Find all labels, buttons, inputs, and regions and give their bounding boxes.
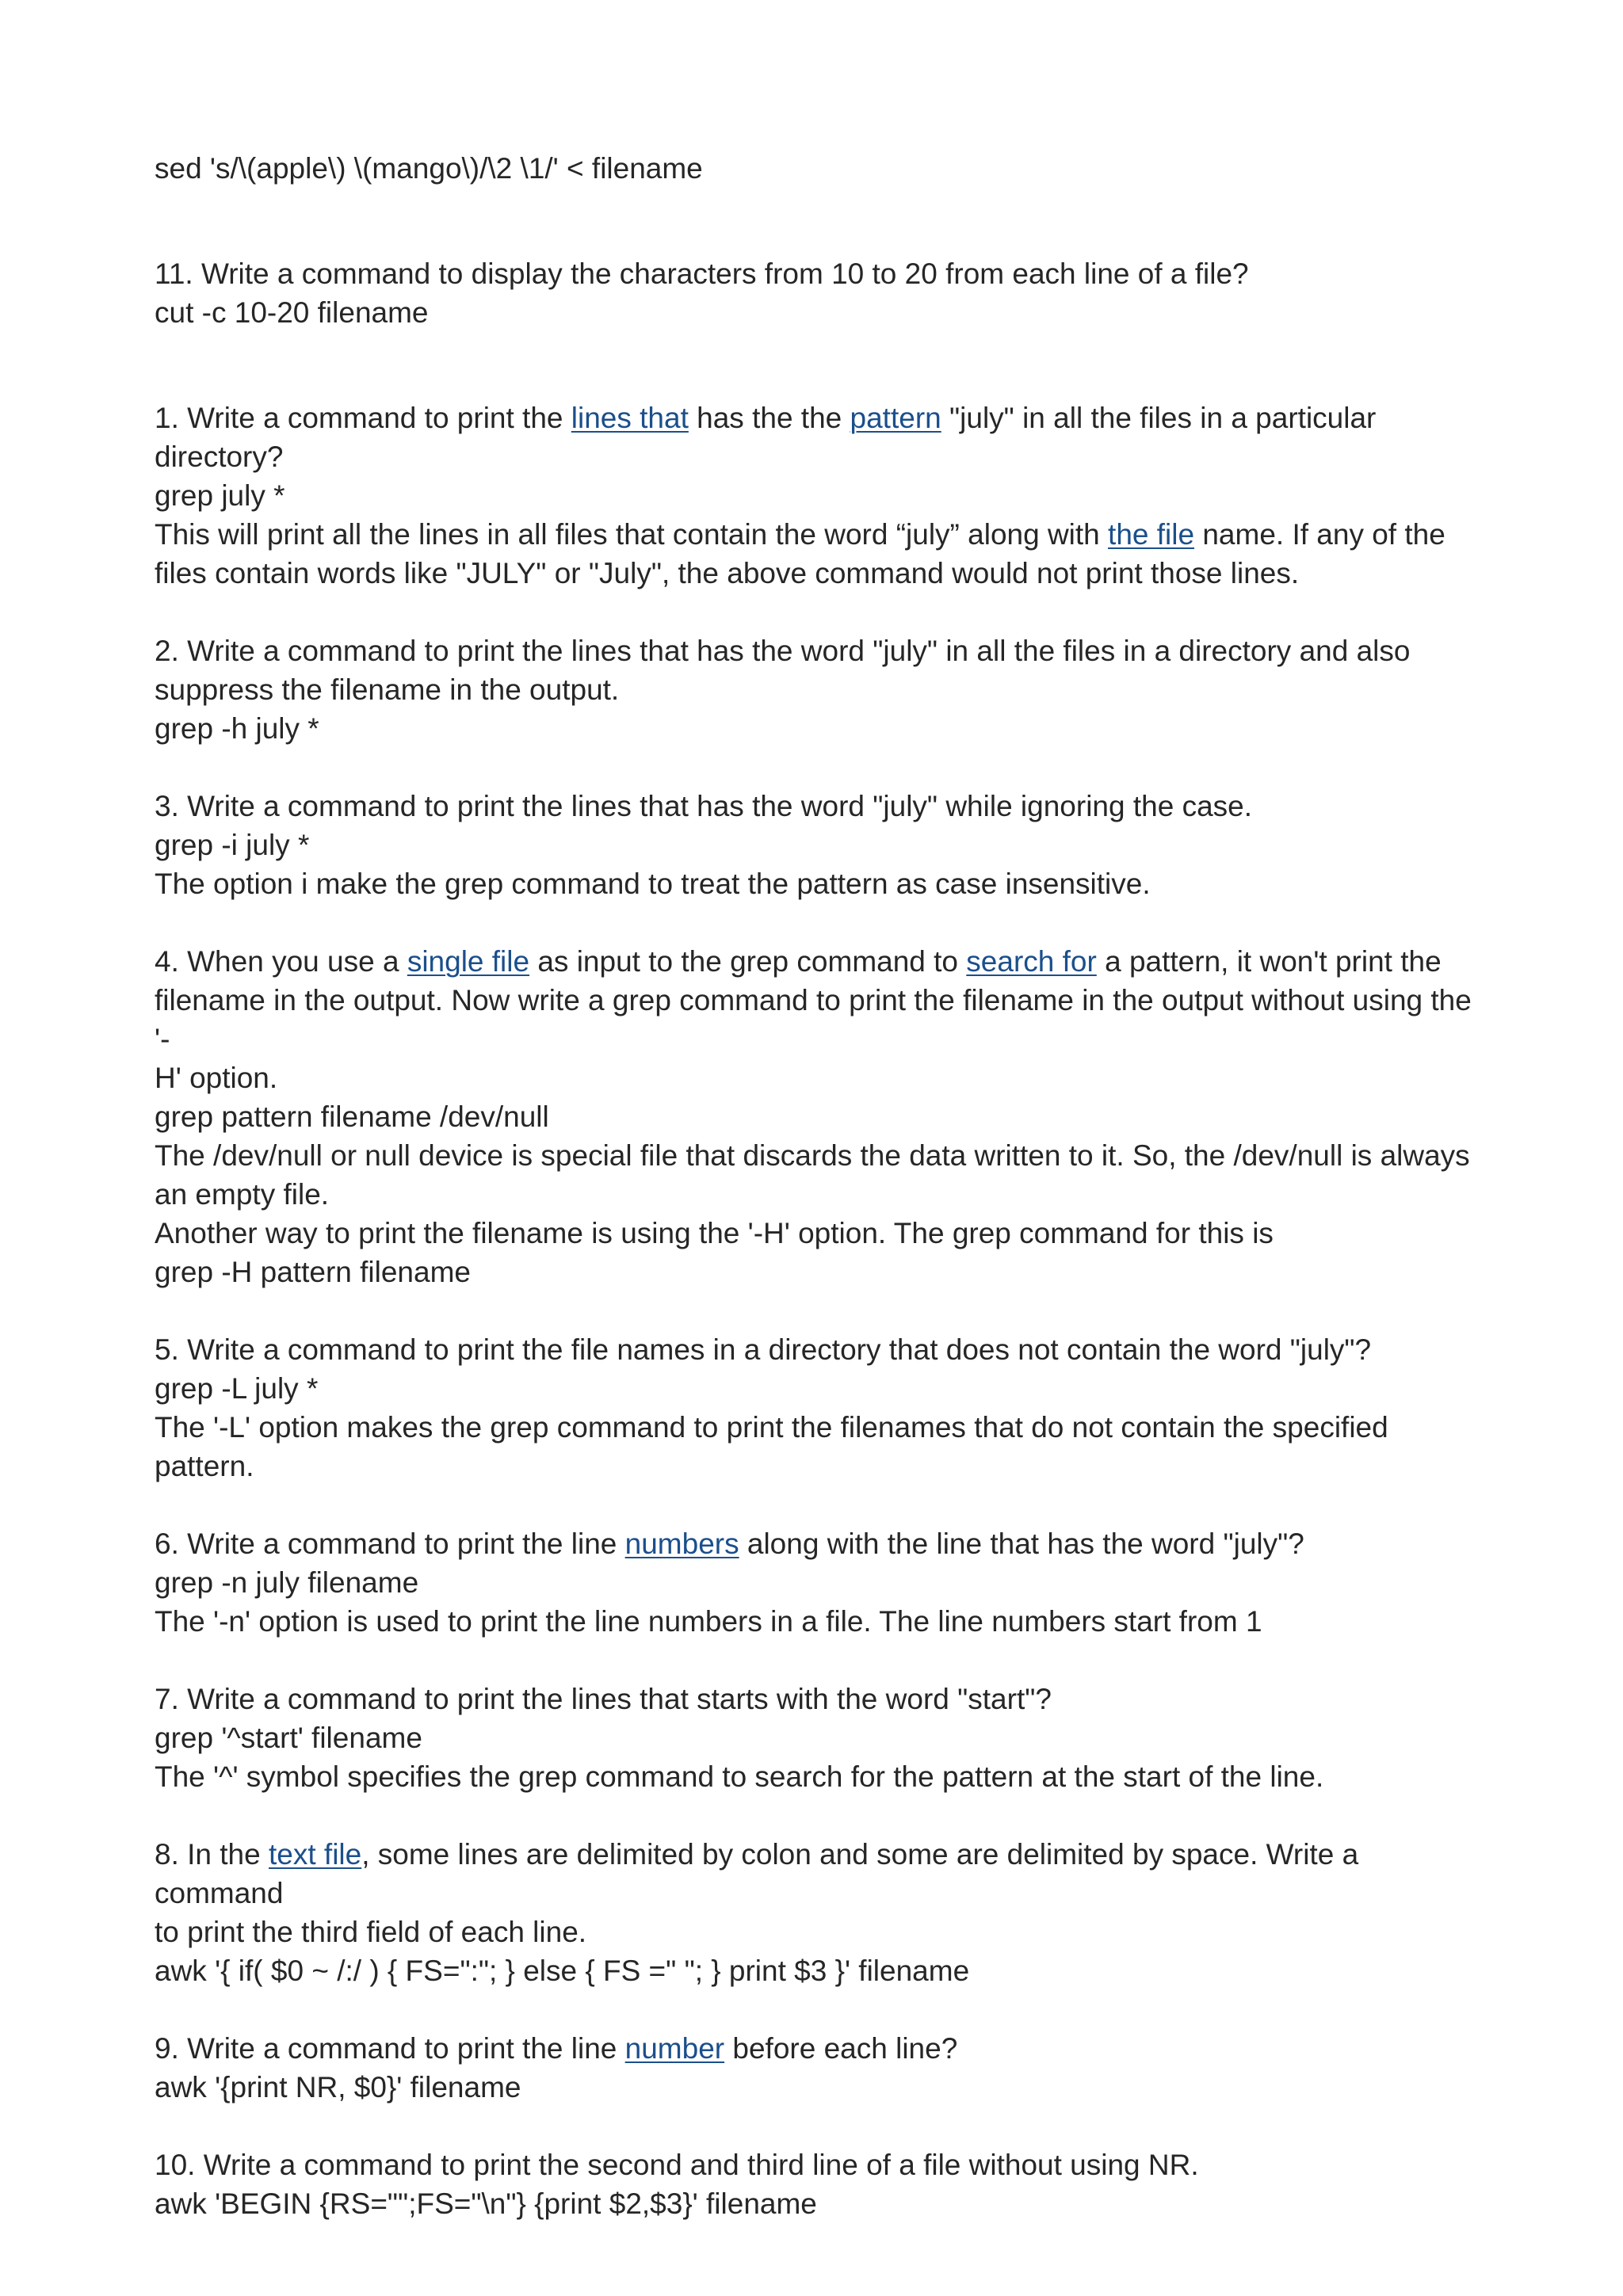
question-6-command: grep -n july filename (155, 1566, 419, 1599)
question-4-cont: filename in the output. Now write a grep command to print the filename in the output without using the '- (155, 984, 1480, 1055)
link-the-file[interactable]: the file (1108, 518, 1195, 551)
question-4-cont-2: H' option. (155, 1062, 278, 1094)
question-2-command: grep -h july * (155, 712, 319, 745)
question-9-command: awk '{print NR, $0}' filename (155, 2071, 521, 2103)
link-pattern[interactable]: pattern (850, 402, 941, 434)
question-6: 6. Write a command to print the line numbers along with the line that has the word "july"? (155, 1527, 1304, 1560)
question-8: 8. In the text file, some lines are delimited by colon and some are delimited by space. Write a command (155, 1838, 1367, 1909)
question-7-command: grep '^start' filename (155, 1722, 422, 1754)
question-3-explanation: The option i make the grep command to treat the pattern as case insensitive. (155, 868, 1151, 900)
question-3-command: grep -i july * (155, 829, 310, 861)
question-1: 1. Write a command to print the lines that has the the pattern "july" in all the files in a particular (155, 402, 1377, 434)
link-single-file[interactable]: single file (407, 945, 530, 978)
question-1-cont: directory? (155, 441, 284, 473)
question-4-command: grep pattern filename /dev/null (155, 1100, 549, 1133)
question-8-cont: to print the third field of each line. (155, 1916, 587, 1948)
question-4-explanation: The /dev/null or null device is special file that discards the data written to it. So, the /dev/null is always (155, 1139, 1470, 1172)
question-1-explanation: This will print all the lines in all files that contain the word “july” along with the file name. If any of the (155, 518, 1445, 551)
question-4-command-2: grep -H pattern filename (155, 1256, 471, 1288)
question-11-command: cut -c 10-20 filename (155, 296, 429, 329)
sed-command: sed 's/\(apple\) \(mango\)/\2 \1/' < filename (155, 152, 703, 185)
question-2-cont: suppress the filename in the output. (155, 673, 620, 706)
question-10-command: awk 'BEGIN {RS="";FS="\n"} {print $2,$3}' filename (155, 2187, 817, 2220)
question-4-explanation-cont: an empty file. (155, 1178, 330, 1211)
link-numbers[interactable]: numbers (624, 1527, 739, 1560)
question-9: 9. Write a command to print the line number before each line? (155, 2032, 958, 2065)
question-10: 10. Write a command to print the second and third line of a file without using NR. (155, 2149, 1199, 2181)
question-5: 5. Write a command to print the file names in a directory that does not contain the word "july"? (155, 1333, 1372, 1366)
question-6-explanation: The '-n' option is used to print the line numbers in a file. The line numbers start from 1 (155, 1605, 1262, 1638)
question-4: 4. When you use a single file as input to the grep command to search for a pattern, it won't print the (155, 945, 1442, 978)
link-number[interactable]: number (624, 2032, 725, 2065)
question-2: 2. Write a command to print the lines that has the word "july" in all the files in a directory and also (155, 635, 1411, 667)
document-body (155, 149, 1486, 2223)
question-4-explanation-2: Another way to print the filename is using the '-H' option. The grep command for this is (155, 1217, 1274, 1249)
question-11: 11. Write a command to display the characters from 10 to 20 from each line of a file? (155, 257, 1249, 290)
question-5-explanation: The '-L' option makes the grep command to print the filenames that do not contain the specified pattern. (155, 1411, 1396, 1482)
question-1-explanation-cont: files contain words like "JULY" or "July", the above command would not print those lines. (155, 557, 1300, 589)
question-7: 7. Write a command to print the lines that starts with the word "start"? (155, 1683, 1052, 1715)
question-1-command: grep july * (155, 479, 285, 512)
question-5-command: grep -L july * (155, 1372, 319, 1405)
link-search-for[interactable]: search for (966, 945, 1097, 978)
link-text-file[interactable]: text file (269, 1838, 362, 1871)
question-7-explanation: The '^' symbol specifies the grep command to search for the pattern at the start of the line. (155, 1760, 1324, 1793)
question-8-command: awk '{ if( $0 ~ /:/ ) { FS=":"; } else { FS =" "; } print $3 }' filename (155, 1955, 970, 1987)
question-3: 3. Write a command to print the lines that has the word "july" while ignoring the case. (155, 790, 1253, 822)
link-lines-that[interactable]: lines that (571, 402, 689, 434)
